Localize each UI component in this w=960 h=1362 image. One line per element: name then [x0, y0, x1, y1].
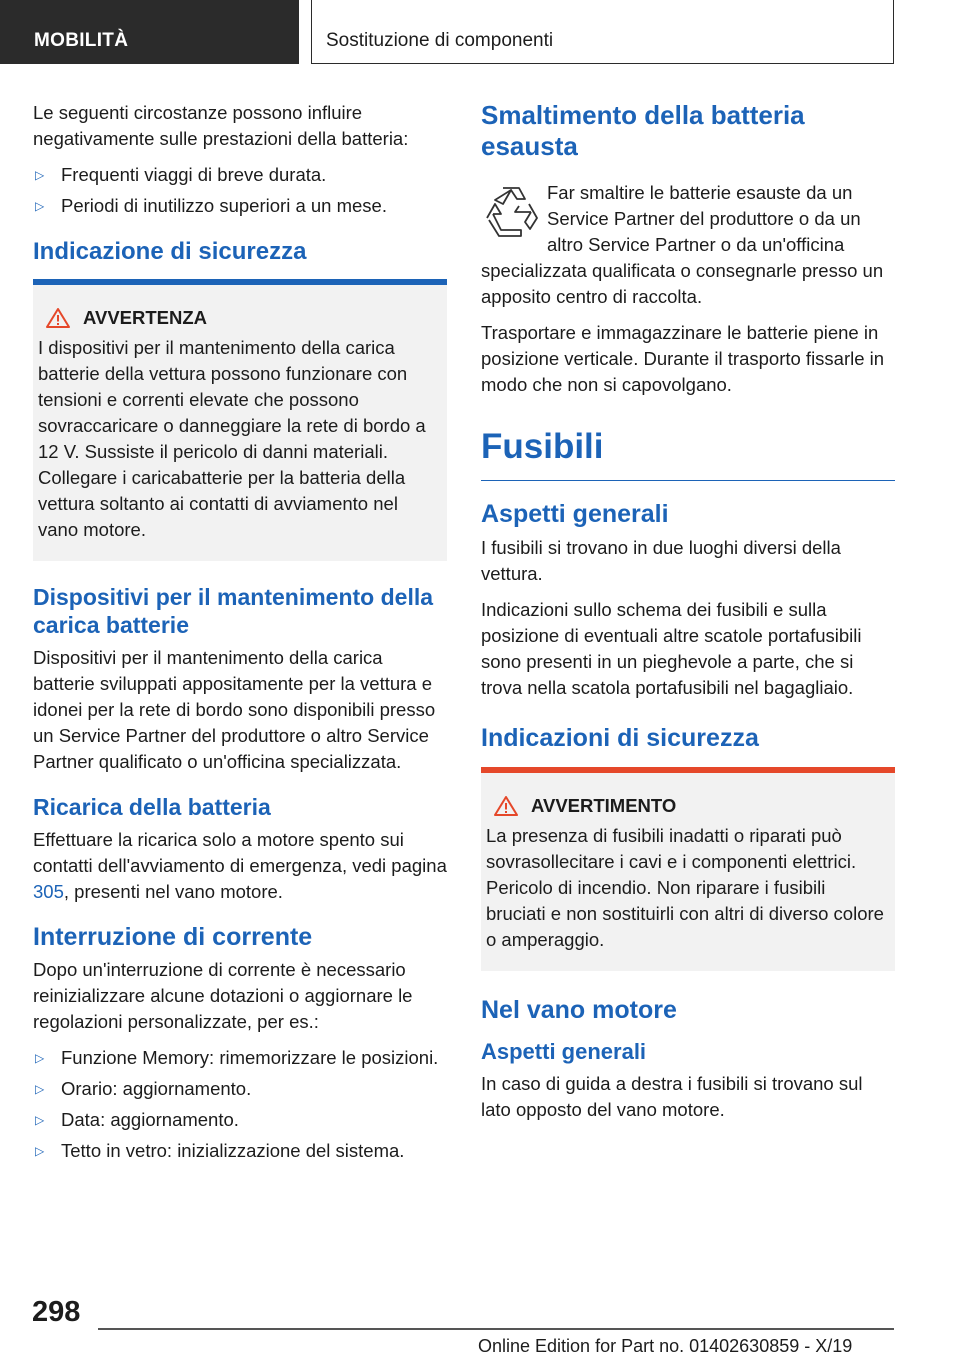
footer-divider	[98, 1328, 894, 1330]
header-chapter-label: Sostituzione di componenti	[326, 30, 554, 51]
warning-text: La presenza di fusibili inadatti o riparati può sovrasollecitare i cavi e i componenti elettrici. Pericolo di incendio. Non riparare i fusibili bruciati e non sostituirli con altri di diverso colore o amperaggio.	[486, 825, 884, 950]
disposal-block	[481, 180, 895, 320]
page-link[interactable]: 305	[33, 881, 64, 902]
interruption-bullet-list	[33, 1045, 447, 1164]
triangle-bullet-icon: ▷	[35, 199, 45, 213]
list-item: ▷ Tetto in vetro: inizializzazione del sistema.	[33, 1138, 447, 1164]
list-item: ▷ Funzione Memory: rimemorizzare le posizioni.	[33, 1045, 447, 1071]
safety-heading: Indicazione di sicurezza	[33, 238, 307, 265]
engine-sub-heading: Aspetti generali	[481, 1039, 647, 1064]
triangle-bullet-icon: ▷	[35, 1113, 45, 1127]
warning-title-row	[41, 305, 439, 331]
intro-bullet-list	[33, 162, 447, 219]
fuse-safety-heading: Indicazioni di sicurezza	[481, 724, 759, 752]
engine-paragraph: In caso di guida a destra i fusibili si trovano sul lato opposto del vano motore.	[481, 1073, 863, 1120]
disposal-heading: Smaltimento della batteria esausta	[481, 100, 805, 161]
general-paragraph-2: Indicazioni sullo schema dei fusibili e sulla posizione di eventuali altre scatole portafusibili sono presenti in un pieghevole a parte, che si trova nella scatola portafusibili nel bagagliaio.	[481, 599, 862, 698]
recycle-icon	[481, 180, 541, 246]
maintainer-paragraph: Dispositivi per il mantenimento della carica batterie sviluppati appositamente per la vettura e idonei per la rete di bordo sono disponibili presso un Service Partner del produttore o altro Service Partner qualificato o un'officina specializzata.	[33, 647, 436, 772]
intro-paragraph: Le seguenti circostanze possono influire negativamente sulle prestazioni della batteria:	[33, 102, 409, 149]
header-section-label: MOBILITÀ	[34, 30, 129, 51]
list-item: ▷ Frequenti viaggi di breve durata.	[33, 162, 447, 188]
warning-box	[481, 773, 895, 971]
list-item: ▷ Data: aggiornamento.	[33, 1107, 447, 1133]
header-chapter-tab	[311, 0, 894, 64]
warning-triangle-icon	[45, 307, 71, 329]
charging-paragraph: Effettuare la ricarica solo a motore spento sui contatti dell'avviamento di emergenza, vedi pagina 305, presenti nel vano motore.	[33, 829, 447, 902]
warning-box	[33, 285, 447, 561]
disposal-paragraph: Far smaltire le batterie esauste da un Service Partner del produttore o da un altro Service Partner o da un'officina specializzata qualificata o consegnarle presso un apposito centro di raccolta.	[481, 182, 884, 307]
interruption-heading: Interruzione di corrente	[33, 923, 313, 951]
triangle-bullet-icon: ▷	[35, 1082, 45, 1096]
general-paragraph-1: I fusibili si trovano in due luoghi diversi della vettura.	[481, 537, 841, 584]
warning-text: I dispositivi per il mantenimento della carica batterie della vettura possono funzionare con tensioni e correnti elevate che possono sovraccaricare o danneggiare la rete di bordo a 12 V. Sussiste il pericolo di danni materiali. Collegare i caricabatterie per la batteria della vettura soltanto ai contatti di avviamento nel vano motore.	[38, 337, 426, 540]
triangle-bullet-icon: ▷	[35, 1051, 45, 1065]
triangle-bullet-icon: ▷	[35, 1144, 45, 1158]
footer-edition: Online Edition for Part no. 01402630859 - X/19	[478, 1336, 853, 1356]
maintainer-heading: Dispositivi per il mantenimento della carica batterie	[33, 584, 434, 638]
charging-heading: Ricarica della batteria	[33, 794, 271, 820]
page-number: 298	[32, 1296, 81, 1328]
warning-title: AVVERTENZA	[83, 307, 208, 328]
right-column	[481, 100, 895, 1133]
interruption-paragraph: Dopo un'interruzione di corrente è necessario reinizializzare alcune dotazioni o aggiornare le regolazioni personalizzate, per es.:	[33, 959, 413, 1032]
header-section-tab	[0, 0, 299, 64]
list-item: ▷ Orario: aggiornamento.	[33, 1076, 447, 1102]
left-column	[33, 100, 447, 1174]
list-item: ▷ Periodi di inutilizzo superiori a un mese.	[33, 193, 447, 219]
triangle-bullet-icon: ▷	[35, 168, 45, 182]
transport-paragraph: Trasportare e immagazzinare le batterie piene in posizione verticale. Durante il trasporto fissarle in modo che non si capovolgano.	[481, 322, 885, 395]
warning-triangle-icon	[493, 795, 519, 817]
warning-title: AVVERTIMENTO	[531, 795, 677, 816]
fuses-heading: Fusibili	[481, 426, 895, 481]
general-heading: Aspetti generali	[481, 500, 669, 528]
warning-title-row	[489, 793, 887, 819]
engine-heading: Nel vano motore	[481, 996, 677, 1024]
